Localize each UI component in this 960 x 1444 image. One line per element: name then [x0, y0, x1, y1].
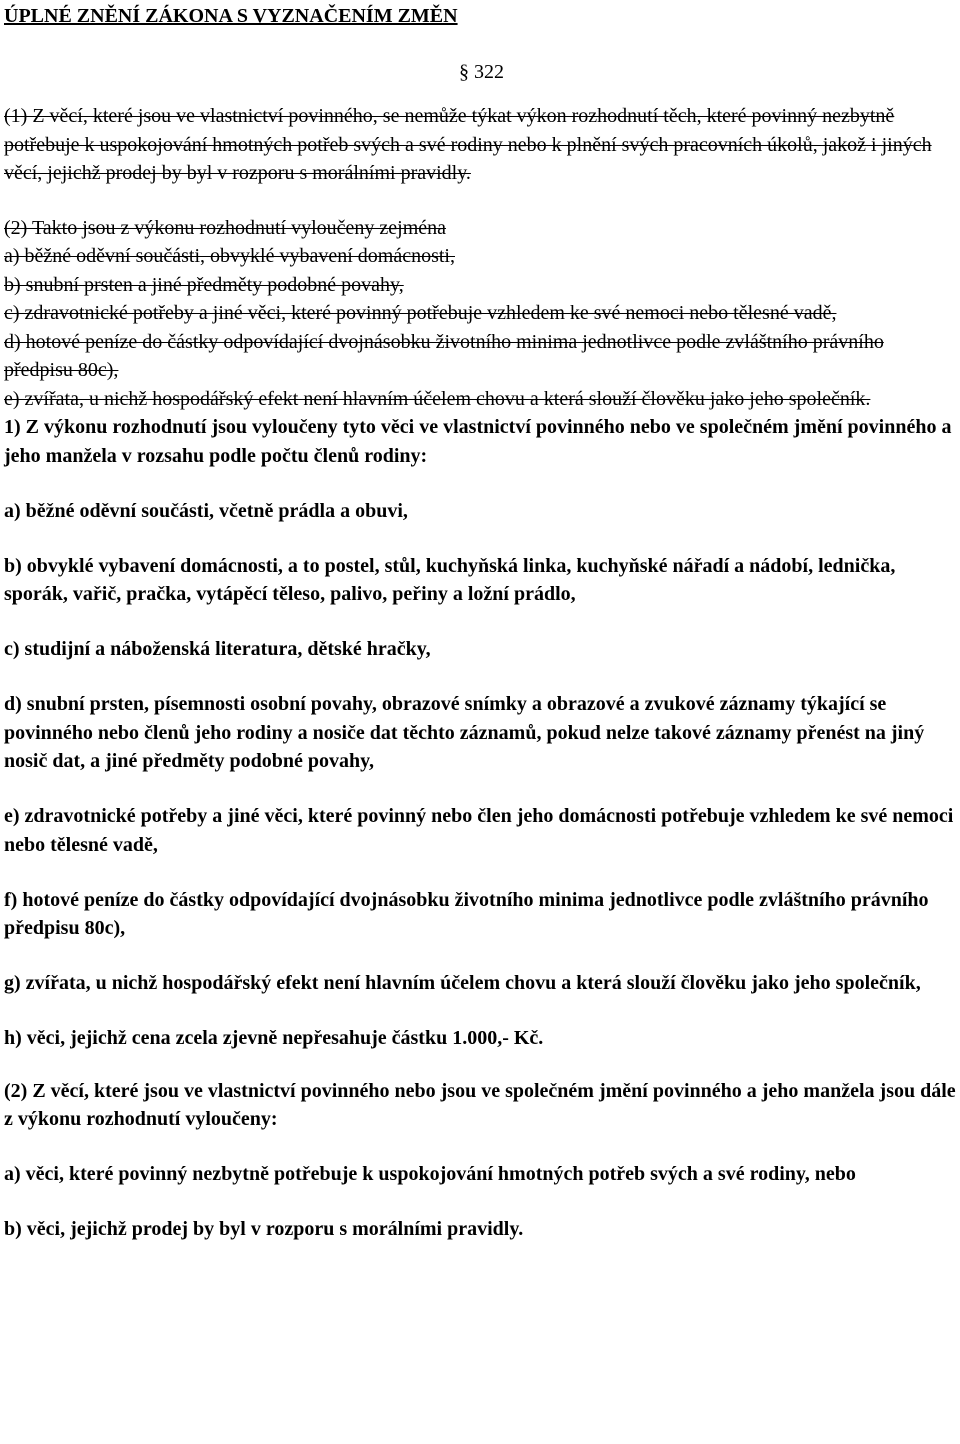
inserted-text-block: [4, 413, 956, 1244]
inserted-item-d: d) snubní prsten, písemnosti osobní povahy, obrazové snímky a obrazové a zvukové záznamy týkající se povinného nebo členů jeho rodiny a nosiče dat těchto záznamů, pokud nelze takové záznamy přenést na jiný nosič dat, a jiné předměty podobné povahy,: [4, 693, 925, 772]
inserted-item-a: a) běžné oděvní součásti, včetně prádla a obuvi,: [4, 499, 408, 522]
inserted-paragraph-1: 1) Z výkonu rozhodnutí jsou vyloučeny tyto věci ve vlastnictví povinného nebo ve společném jmění povinného a jeho manžela v rozsahu podle počtu členů rodiny:: [4, 416, 952, 467]
inserted-paragraph-2: (2) Z věcí, které jsou ve vlastnictví povinného nebo jsou ve společném jmění povinného a jeho manžela jsou dále z výkonu rozhodnutí vyloučeny:: [4, 1079, 956, 1130]
inserted-item-2a: a) věci, které povinný nezbytně potřebuje k uspokojování hmotných potřeb svých a své rodiny, nebo: [4, 1163, 856, 1185]
inserted-item-e: e) zdravotnické potřeby a jiné věci, které povinný nebo člen jeho domácnosti potřebuje vzhledem ke své nemoci nebo tělesné vadě,: [4, 805, 954, 856]
deleted-text-block: [4, 102, 956, 413]
deleted-paragraph-1: (1) Z věcí, které jsou ve vlastnictví povinného, se nemůže týkat výkon rozhodnutí těch, které povinný nezbytně potřebuje k uspokojování hmotných potřeb svých a své rodiny nebo k plnění svých pracovních úkolů, jakož i jiných věcí, jejichž prodej by byl v rozporu s morálními pravidly.: [4, 105, 932, 184]
document-title: ÚPLNÉ ZNĚNÍ ZÁKONA S VYZNAČENÍM ZMĚN: [4, 5, 458, 27]
inserted-item-f: f) hotové peníze do částky odpovídající dvojnásobku životního minima jednotlivce podle zvláštního právního předpisu 80c),: [4, 888, 929, 939]
deleted-item-d: d) hotové peníze do částky odpovídající dvojnásobku životního minima jednotlivce podle zvláštního právního předpisu 80c),: [4, 330, 884, 381]
inserted-item-g: g) zvířata, u nichž hospodářský efekt není hlavním účelem chovu a která slouží člověku jako jeho společník,: [4, 972, 921, 994]
inserted-item-2b: b) věci, jejichž prodej by byl v rozporu s morálními pravidly.: [4, 1218, 524, 1240]
inserted-item-c: c) studijní a náboženská literatura, dětské hračky,: [4, 638, 431, 660]
inserted-item-h: h) věci, jejichž cena zcela zjevně nepřesahuje částku 1.000,- Kč.: [4, 1027, 544, 1049]
deleted-paragraph-2-intro: (2) Takto jsou z výkonu rozhodnutí vyloučeny zejména: [4, 216, 447, 239]
section-number: § 322: [459, 61, 504, 83]
deleted-item-c: c) zdravotnické potřeby a jiné věci, které povinný potřebuje vzhledem ke své nemoci nebo tělesné vadě,: [4, 302, 837, 324]
inserted-item-b: b) obvyklé vybavení domácnosti, a to postel, stůl, kuchyňská linka, kuchyňské nářadí a nádobí, lednička, sporák, vařič, pračka, vytápěcí těleso, palivo, peřiny a ložní prádlo,: [4, 554, 896, 605]
deleted-item-b: b) snubní prsten a jiné předměty podobné povahy,: [4, 273, 404, 296]
deleted-item-e: e) zvířata, u nichž hospodářský efekt není hlavním účelem chovu a která slouží člověku jako jeho společník.: [4, 387, 871, 410]
deleted-item-a: a) běžné oděvní součásti, obvyklé vybavení domácnosti,: [4, 245, 455, 267]
